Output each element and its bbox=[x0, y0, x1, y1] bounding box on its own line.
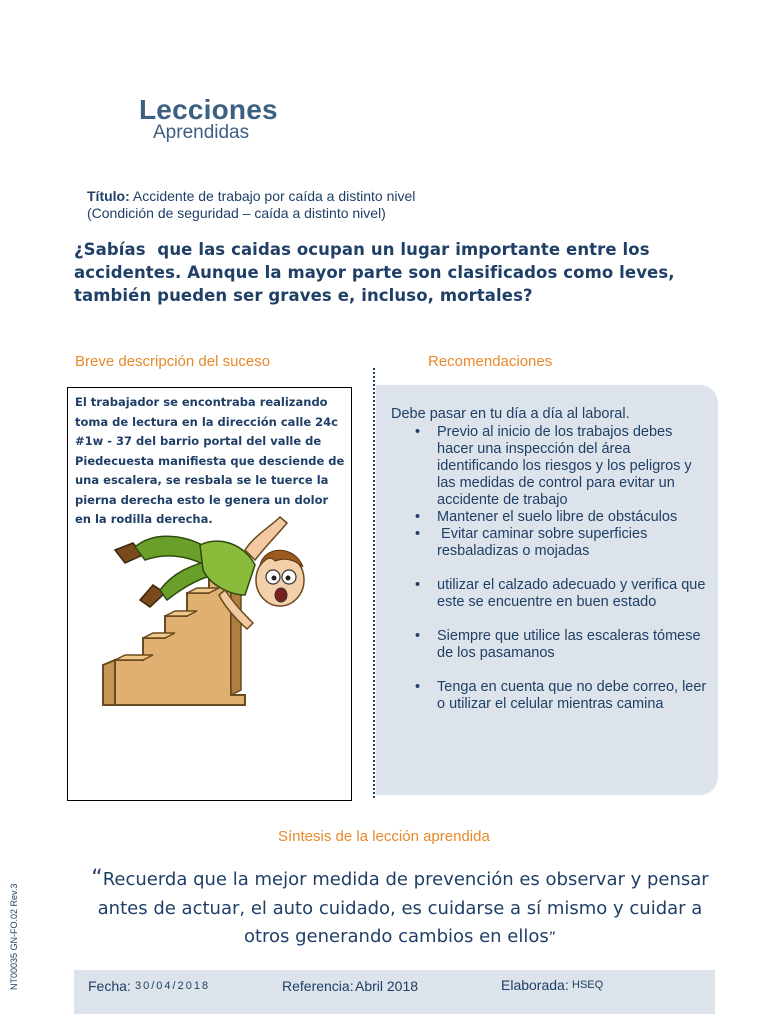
list-item bbox=[391, 424, 711, 509]
titulo-label: Título: bbox=[87, 188, 130, 204]
bullet-icon: • bbox=[415, 509, 421, 525]
synthesis-heading: Síntesis de la lección aprendida bbox=[278, 828, 490, 845]
falling-person-illustration bbox=[95, 505, 345, 710]
synthesis-quote bbox=[80, 865, 720, 953]
bullet-icon: • bbox=[415, 679, 421, 695]
list-item bbox=[391, 526, 711, 560]
list-item-text: Previo al inicio de los trabajos debes hacer una inspección del área identificando los riesgos y los peligros y las medidas de control para evitar un accidente de trabajo bbox=[437, 424, 692, 508]
list-item bbox=[391, 509, 711, 526]
footer-referencia-label: Referencia: bbox=[282, 978, 354, 994]
list-item bbox=[391, 577, 711, 611]
footer-elaborada-label: Elaborada: bbox=[501, 977, 569, 993]
titulo-text: Accidente de trabajo por caída a distinto nivel bbox=[132, 188, 416, 204]
list-item-text: utilizar el calzado adecuado y verifica que este se encuentre en buen estado bbox=[437, 577, 706, 610]
footer-fecha-label: Fecha: bbox=[88, 978, 131, 994]
footer-fecha-value: 30/04/2018 bbox=[135, 980, 211, 992]
titulo-line bbox=[87, 187, 415, 205]
list-item-text: Evitar caminar sobre superficies resbaladizas o mojadas bbox=[437, 526, 652, 559]
recommendations-intro: Debe pasar en tu día a día al laboral. bbox=[391, 406, 630, 422]
list-item bbox=[391, 679, 711, 713]
recommendations-heading: Recomendaciones bbox=[428, 353, 553, 370]
footer-referencia-value: Abril 2018 bbox=[355, 978, 419, 994]
document-code: NT00035 GN-FO.02 Rev.3 bbox=[9, 883, 19, 990]
question-text: que las caidas ocupan un lugar importante entre los accidentes. Aunque la mayor parte son clasificados como leves, también pueden ser graves e, incluso, mortales? bbox=[74, 240, 675, 305]
question-block bbox=[74, 238, 694, 307]
list-item-text: Tenga en cuenta que no debe correo, leer o utilizar el celular mientras camina bbox=[437, 679, 707, 712]
bullet-icon: • bbox=[415, 424, 421, 440]
titulo-condition: (Condición de seguridad – caída a distinto nivel) bbox=[87, 205, 386, 221]
recommendations-list bbox=[391, 424, 711, 713]
footer-elaborada-value: HSEQ bbox=[572, 979, 604, 991]
quote-open-mark: “ bbox=[91, 866, 103, 891]
description-heading: Breve descripción del suceso bbox=[75, 353, 271, 370]
column-divider bbox=[373, 368, 375, 798]
bullet-icon: • bbox=[415, 577, 421, 593]
question-lead: ¿Sabías bbox=[74, 240, 146, 259]
bullet-icon: • bbox=[415, 526, 421, 542]
quote-text: Recuerda que la mejor medida de prevención es observar y pensar antes de actuar, el auto cuidado, es cuidarse a sí mismo y cuidar a otros generando cambios en ellos bbox=[97, 869, 709, 947]
list-item-text: Siempre que utilice las escaleras tómese de los pasamanos bbox=[437, 628, 701, 661]
list-item-text: Mantener el suelo libre de obstáculos bbox=[437, 509, 678, 525]
bullet-icon: • bbox=[415, 628, 421, 644]
description-text: El trabajador se encontraba realizando toma de lectura en la dirección calle 24c #1w - 37 del barrio portal del valle de Piedecuesta manifiesta que desciende de una escalera, se resbala se le tuerce la pierna derecha esto le genera un dolor en la rodilla derecha. bbox=[75, 395, 345, 526]
list-item bbox=[391, 628, 711, 662]
page-title: Lecciones bbox=[139, 94, 278, 125]
page-subtitle: Aprendidas bbox=[153, 122, 250, 143]
quote-close-mark: ” bbox=[548, 930, 557, 946]
